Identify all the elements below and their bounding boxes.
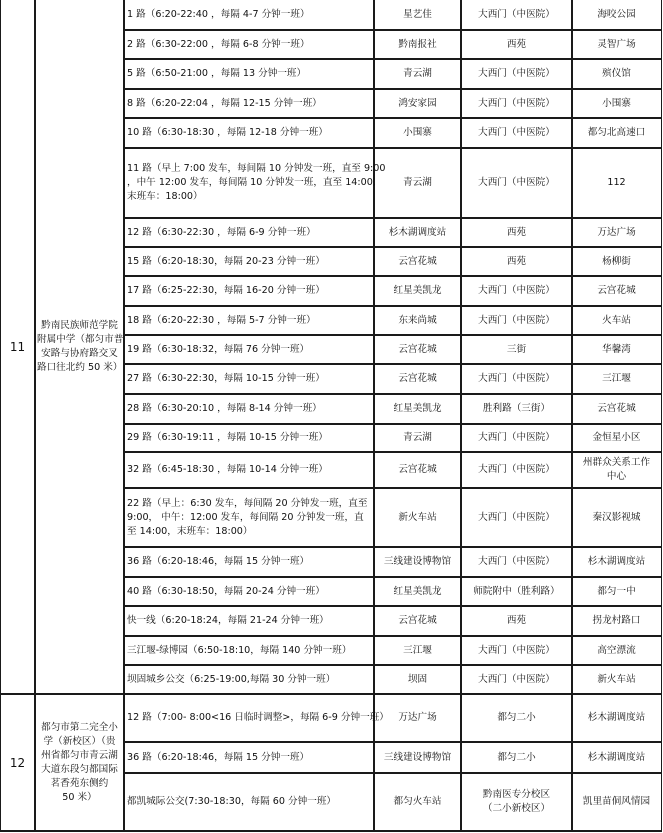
- table-rule: [124, 487, 662, 488]
- terminal-stop: 高空漂流: [597, 644, 636, 656]
- terminal-stop: 华馨湾: [602, 343, 631, 355]
- school-stop: 大西门（中医院）: [478, 97, 555, 109]
- origin-stop: 云宫花城: [398, 464, 437, 475]
- table-rule: [124, 393, 662, 394]
- route-info: 12 路（6:30-22:30 ，每隔 6-9 分钟一班）: [127, 226, 316, 238]
- table-rule: [124, 423, 662, 424]
- group-number: 12: [9, 755, 26, 770]
- origin-stop: 云宫花城: [398, 343, 437, 355]
- table-rule: [0, 830, 662, 831]
- terminal-stop: 殡仪馆: [602, 68, 631, 79]
- school-location: 州省都匀市青云湖: [41, 749, 118, 761]
- origin-stop: 云宫花城: [398, 373, 437, 384]
- school-location: 附属中学（都匀市普: [37, 334, 124, 345]
- route-info: ，中午 12:00 发车，每间隔 10 分钟发一班，直至 14:00,: [127, 177, 376, 188]
- origin-stop: 三线建设博物馆: [383, 556, 452, 567]
- origin-stop: 红星美凯龙: [393, 403, 442, 414]
- table-rule: [124, 246, 662, 247]
- school-stop: 西苑: [506, 226, 527, 238]
- route-info: 都凯城际公交(7:30-18:30，每隔 60 分钟一班）: [127, 796, 337, 807]
- school-location: 茗香苑东侧约: [50, 777, 109, 789]
- school-location: 都匀市第二完全小: [41, 721, 118, 733]
- table-rule: [661, 0, 662, 831]
- school-stop: 大西门（中医院）: [478, 373, 555, 384]
- school-location: 大道东段匀都国际: [41, 763, 118, 775]
- table-rule: [124, 88, 662, 89]
- school-stop: 师院附中（胜利路）: [473, 585, 560, 597]
- school-stop: （二小新校区）: [482, 803, 551, 814]
- school-location: 学（新校区）（贵: [43, 735, 116, 747]
- origin-stop: 坝固: [407, 673, 428, 685]
- terminal-stop: 三江堰: [602, 373, 631, 384]
- origin-stop: 青云湖: [403, 68, 432, 79]
- route-info: 三江堰-绿博园（6:50-18:10，每隔 140 分钟一班）: [127, 644, 352, 656]
- school-stop: 大西门（中医院）: [478, 556, 555, 567]
- route-info: 36 路（6:20-18:46，每隔 15 分钟一班）: [127, 751, 310, 763]
- route-info: 8 路（6:20-22:04 ，每隔 12-15 分钟一班）: [127, 97, 322, 109]
- route-info: 36 路（6:20-18:46，每隔 15 分钟一班）: [127, 556, 310, 567]
- table-rule: [124, 29, 662, 30]
- school-stop: 三街: [506, 343, 527, 355]
- origin-stop: 红星美凯龙: [393, 285, 442, 296]
- route-info: 9:00， 中午：12:00 发车，每间隔 20 分钟发一班，直: [127, 511, 364, 523]
- route-info: 2 路（6:30-22:00 ，每隔 6-8 分钟一班）: [127, 38, 310, 50]
- origin-stop: 东来尚城: [398, 314, 437, 326]
- table-rule: [124, 363, 662, 364]
- table-rule: [124, 147, 662, 148]
- school-stop: 大西门（中医院）: [478, 177, 555, 188]
- route-info: 5 路（6:50-21:00 ，每隔 13 分钟一班）: [127, 68, 307, 79]
- origin-stop: 红星美凯龙: [393, 585, 442, 597]
- school-stop: 西苑: [506, 615, 527, 626]
- table-rule: [124, 451, 662, 452]
- school-stop: 大西门（中医院）: [478, 9, 555, 20]
- table-rule: [124, 772, 662, 773]
- table-rule: [124, 305, 662, 306]
- school-stop: 大西门（中医院）: [478, 68, 555, 79]
- terminal-stop: 112: [607, 177, 626, 188]
- school-stop: 大西门（中医院）: [478, 673, 555, 685]
- origin-stop: 黔南报社: [398, 38, 437, 50]
- route-info: 11 路（早上 7:00 发车，每间隔 10 分钟发一班，直至 9:00: [127, 163, 386, 174]
- table-rule: [124, 275, 662, 276]
- school-stop: 大西门（中医院）: [478, 464, 555, 475]
- route-info: 至 14:00，末班车：18:00）: [127, 525, 253, 537]
- terminal-stop: 都匀一中: [597, 585, 636, 597]
- table-rule: [124, 117, 662, 118]
- school-location: 黔南民族师范学院: [41, 320, 118, 331]
- origin-stop: 小围寨: [403, 127, 432, 138]
- route-info: 17 路（6:25-22:30，每隔 16-20 分钟一班）: [127, 285, 325, 296]
- table-rule: [123, 0, 124, 831]
- terminal-stop: 小围寨: [602, 97, 631, 109]
- route-info: 22 路（早上：6:30 发车，每间隔 20 分钟发一班，直至: [127, 497, 368, 509]
- terminal-stop: 杉木湖调度站: [587, 751, 646, 763]
- terminal-stop: 火车站: [602, 314, 631, 326]
- school-stop: 西苑: [506, 255, 527, 267]
- school-stop: 西苑: [506, 38, 527, 50]
- terminal-stop: 云宫花城: [597, 403, 636, 414]
- origin-stop: 万达广场: [398, 712, 437, 723]
- school-stop: 都匀二小: [497, 751, 536, 763]
- origin-stop: 都匀火车站: [393, 796, 442, 807]
- table-rule: [124, 334, 662, 335]
- route-info: 19 路（6:30-18:32，每隔 76 分钟一班）: [127, 343, 310, 355]
- table-rule: [124, 576, 662, 577]
- terminal-stop: 凯里苗侗风情园: [582, 796, 651, 807]
- school-stop: 都匀二小: [497, 712, 536, 723]
- table-rule: [124, 605, 662, 606]
- origin-stop: 云宫花城: [398, 615, 437, 626]
- school-stop: 黔南医专分校区: [482, 789, 551, 800]
- route-info: 快一线（6:20-18:24，每隔 21-24 分钟一班）: [127, 615, 329, 626]
- origin-stop: 云宫花城: [398, 255, 437, 267]
- route-info: 28 路（6:30-20:10 ，每隔 8-14 分钟一班）: [127, 403, 322, 414]
- route-info: 27 路（6:30-22:30，每隔 10-15 分钟一班）: [127, 373, 325, 384]
- origin-stop: 青云湖: [403, 177, 432, 188]
- terminal-stop: 新火车站: [597, 673, 636, 685]
- route-info: 12 路（7:00- 8:00<16 日临时调整>，每隔 6-9 分钟一班）: [127, 712, 389, 723]
- origin-stop: 鸿安家园: [398, 97, 437, 109]
- table-rule: [124, 741, 662, 742]
- school-stop: 大西门（中医院）: [478, 314, 555, 326]
- terminal-stop: 海咬公园: [597, 9, 636, 20]
- table-rule: [0, 0, 1, 831]
- route-info: 末班车：18:00）: [127, 191, 203, 202]
- origin-stop: 三线建设博物馆: [383, 751, 452, 763]
- terminal-stop: 杨柳街: [602, 255, 631, 267]
- group-number: 11: [9, 340, 26, 354]
- origin-stop: 三江堰: [403, 644, 432, 656]
- terminal-stop: 杉木湖调度站: [587, 556, 646, 567]
- origin-stop: 新火车站: [398, 511, 437, 523]
- table-rule: [124, 664, 662, 665]
- terminal-stop: 万达广场: [597, 226, 636, 238]
- origin-stop: 青云湖: [403, 432, 432, 443]
- terminal-stop: 金恒星小区: [592, 432, 641, 443]
- school-location: 50 米）: [62, 791, 97, 803]
- table-rule: [34, 0, 35, 831]
- school-stop: 大西门（中医院）: [478, 432, 555, 443]
- route-info: 32 路（6:45-18:30 ，每隔 10-14 分钟一班）: [127, 464, 328, 475]
- table-rule: [124, 58, 662, 59]
- table-rule: [124, 635, 662, 636]
- terminal-stop: 秦汉影视城: [592, 511, 641, 523]
- origin-stop: 杉木湖调度站: [388, 226, 447, 238]
- school-stop: 大西门（中医院）: [478, 127, 555, 138]
- terminal-stop: 灵智广场: [597, 38, 636, 50]
- school-stop: 大西门（中医院）: [478, 285, 555, 296]
- route-info: 坝固城乡公交（6:25-19:00,每隔 30 分钟一班）: [127, 673, 336, 685]
- route-info: 10 路（6:30-18:30 ，每隔 12-18 分钟一班）: [127, 127, 328, 138]
- route-info: 29 路（6:30-19:11 ，每隔 10-15 分钟一班）: [127, 432, 328, 443]
- table-rule: [0, 693, 662, 694]
- school-stop: 大西门（中医院）: [478, 644, 555, 656]
- terminal-stop: 拐龙村路口: [592, 615, 641, 626]
- table-rule: [124, 217, 662, 218]
- terminal-stop: 中心: [606, 471, 627, 482]
- school-stop: 大西门（中医院）: [478, 511, 555, 523]
- terminal-stop: 州群众关系工作: [582, 457, 651, 468]
- table-rule: [124, 546, 662, 547]
- origin-stop: 星艺佳: [403, 9, 432, 20]
- school-location: 安路与协府路交叉: [41, 348, 118, 359]
- school-location: 路口往北约 50 米）: [37, 362, 123, 373]
- school-stop: 胜利路（三街）: [482, 403, 551, 414]
- terminal-stop: 都匀北高速口: [587, 127, 646, 138]
- route-info: 15 路（6:20-18:30，每隔 20-23 分钟一班）: [127, 255, 325, 267]
- route-info: 18 路（6:20-22:30 ，每隔 5-7 分钟一班）: [127, 314, 316, 326]
- route-info: 1 路（6:20-22:40 ，每隔 4-7 分钟一班）: [127, 9, 310, 20]
- terminal-stop: 云宫花城: [597, 285, 636, 296]
- route-info: 40 路（6:30-18:50，每隔 20-24 分钟一班）: [127, 585, 325, 597]
- terminal-stop: 杉木湖调度站: [587, 712, 646, 723]
